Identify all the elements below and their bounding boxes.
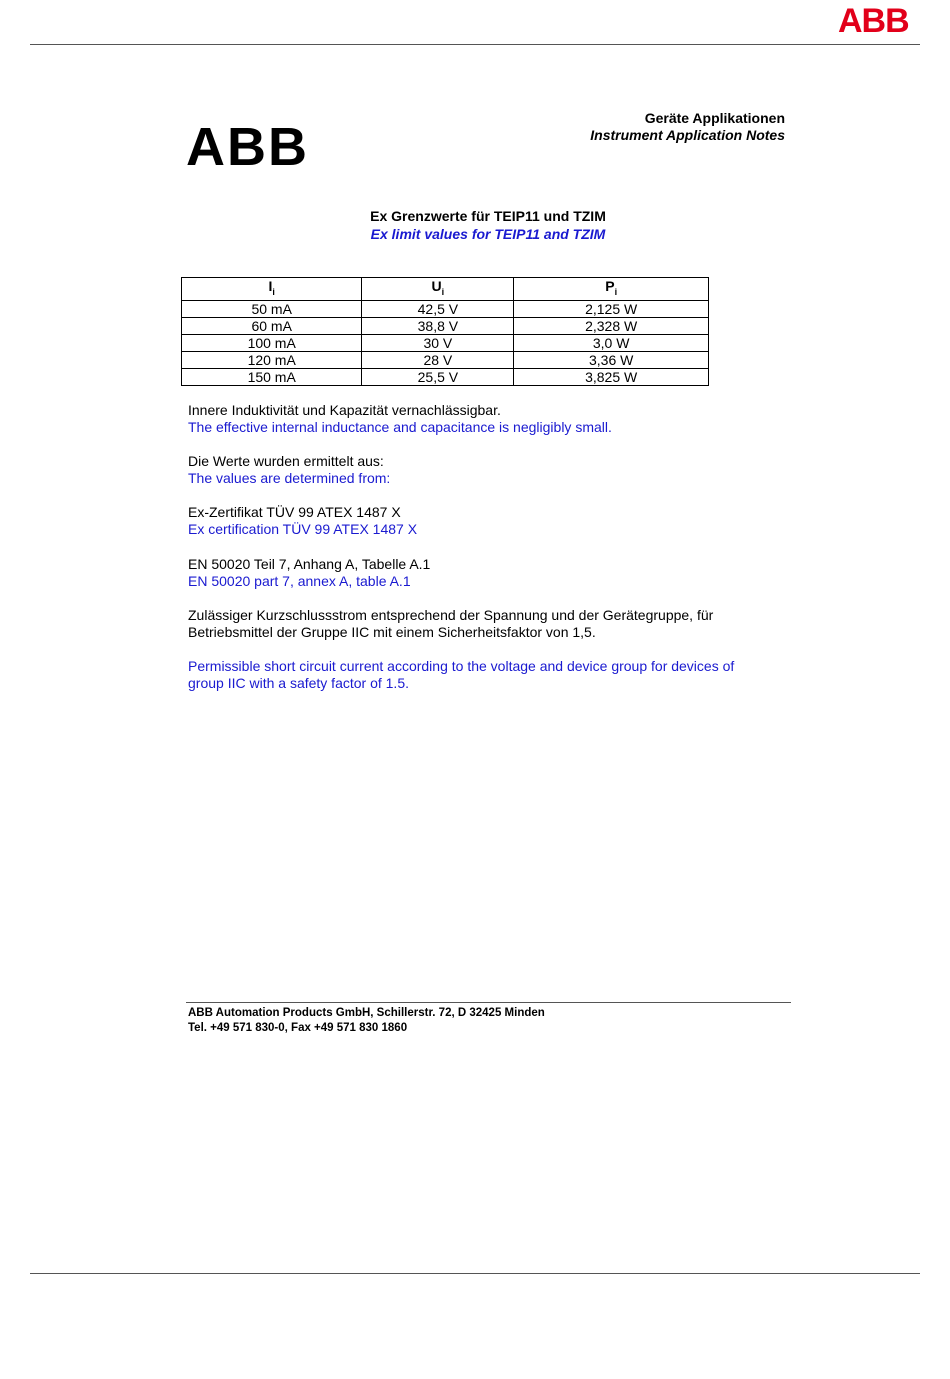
abb-logo-black: ABB [186,117,309,177]
notes-heading-en: Instrument Application Notes [590,127,785,143]
current-text-en-line1: Permissible short circuit current according to the voltage and device group for devices of [188,658,735,674]
table-header-row [182,278,709,301]
standard-text-de: EN 50020 Teil 7, Anhang A, Tabelle A.1 [188,556,431,572]
table-cell: 42,5 V [362,300,514,317]
notes-heading-de: Geräte Applikationen [644,110,785,126]
table-row [182,300,709,317]
inductance-text-de: Innere Induktivität und Kapazität vernachlässigbar. [188,402,501,418]
table-row [182,368,709,385]
current-text-de-line1: Zulässiger Kurzschlussstrom entsprechend der Spannung und der Gerätegruppe, für [188,607,714,623]
bottom-divider [30,1273,920,1274]
inductance-text-en: The effective internal inductance and capacitance is negligibly small. [188,419,612,435]
table-cell: 3,825 W [514,368,709,385]
table-row [182,351,709,368]
table-cell: 100 mA [182,334,362,351]
current-text-de-line2: Betriebsmittel der Gruppe IIC mit einem Sicherheitsfaktor von 1,5. [188,624,596,640]
table-cell: 3,36 W [514,351,709,368]
col-header-voltage: $U_i$ [362,278,514,301]
table-cell: 25,5 V [362,368,514,385]
values-text-de: Die Werte wurden ermittelt aus: [188,453,384,469]
table-cell: 150 mA [182,368,362,385]
table-cell: 30 V [362,334,514,351]
col-header-current: $I_i$ [182,278,362,301]
table-cell: 50 mA [182,300,362,317]
table-cell: 38,8 V [362,317,514,334]
footer-address: ABB Automation Products GmbH, Schillerstr. 72, D 32425 Minden [188,1007,545,1019]
table-cell: 120 mA [182,351,362,368]
table-cell: 60 mA [182,317,362,334]
current-text-en-line2: group IIC with a safety factor of 1.5. [188,675,409,691]
abb-logo-red: ABB [838,2,909,40]
values-text-en: The values are determined from: [188,470,391,486]
table-row [182,334,709,351]
col-header-power: $P_i$ [514,278,709,301]
table-cell: 2,125 W [514,300,709,317]
title-de: Ex Grenzwerte für TEIP11 und TZIM [370,208,606,224]
table-cell: 3,0 W [514,334,709,351]
cert-text-en: Ex certification TÜV 99 ATEX 1487 X [188,521,418,537]
standard-text-en: EN 50020 part 7, annex A, table A.1 [188,573,411,589]
top-divider [30,44,920,45]
cert-text-de: Ex-Zertifikat TÜV 99 ATEX 1487 X [188,504,401,520]
footer-divider [186,1002,791,1003]
footer-phone: Tel. +49 571 830-0, Fax +49 571 830 1860 [188,1022,408,1034]
title-en: Ex limit values for TEIP11 and TZIM [370,226,606,242]
table-cell: 28 V [362,351,514,368]
ex-limits-table [181,277,709,386]
table-row [182,317,709,334]
table-cell: 2,328 W [514,317,709,334]
